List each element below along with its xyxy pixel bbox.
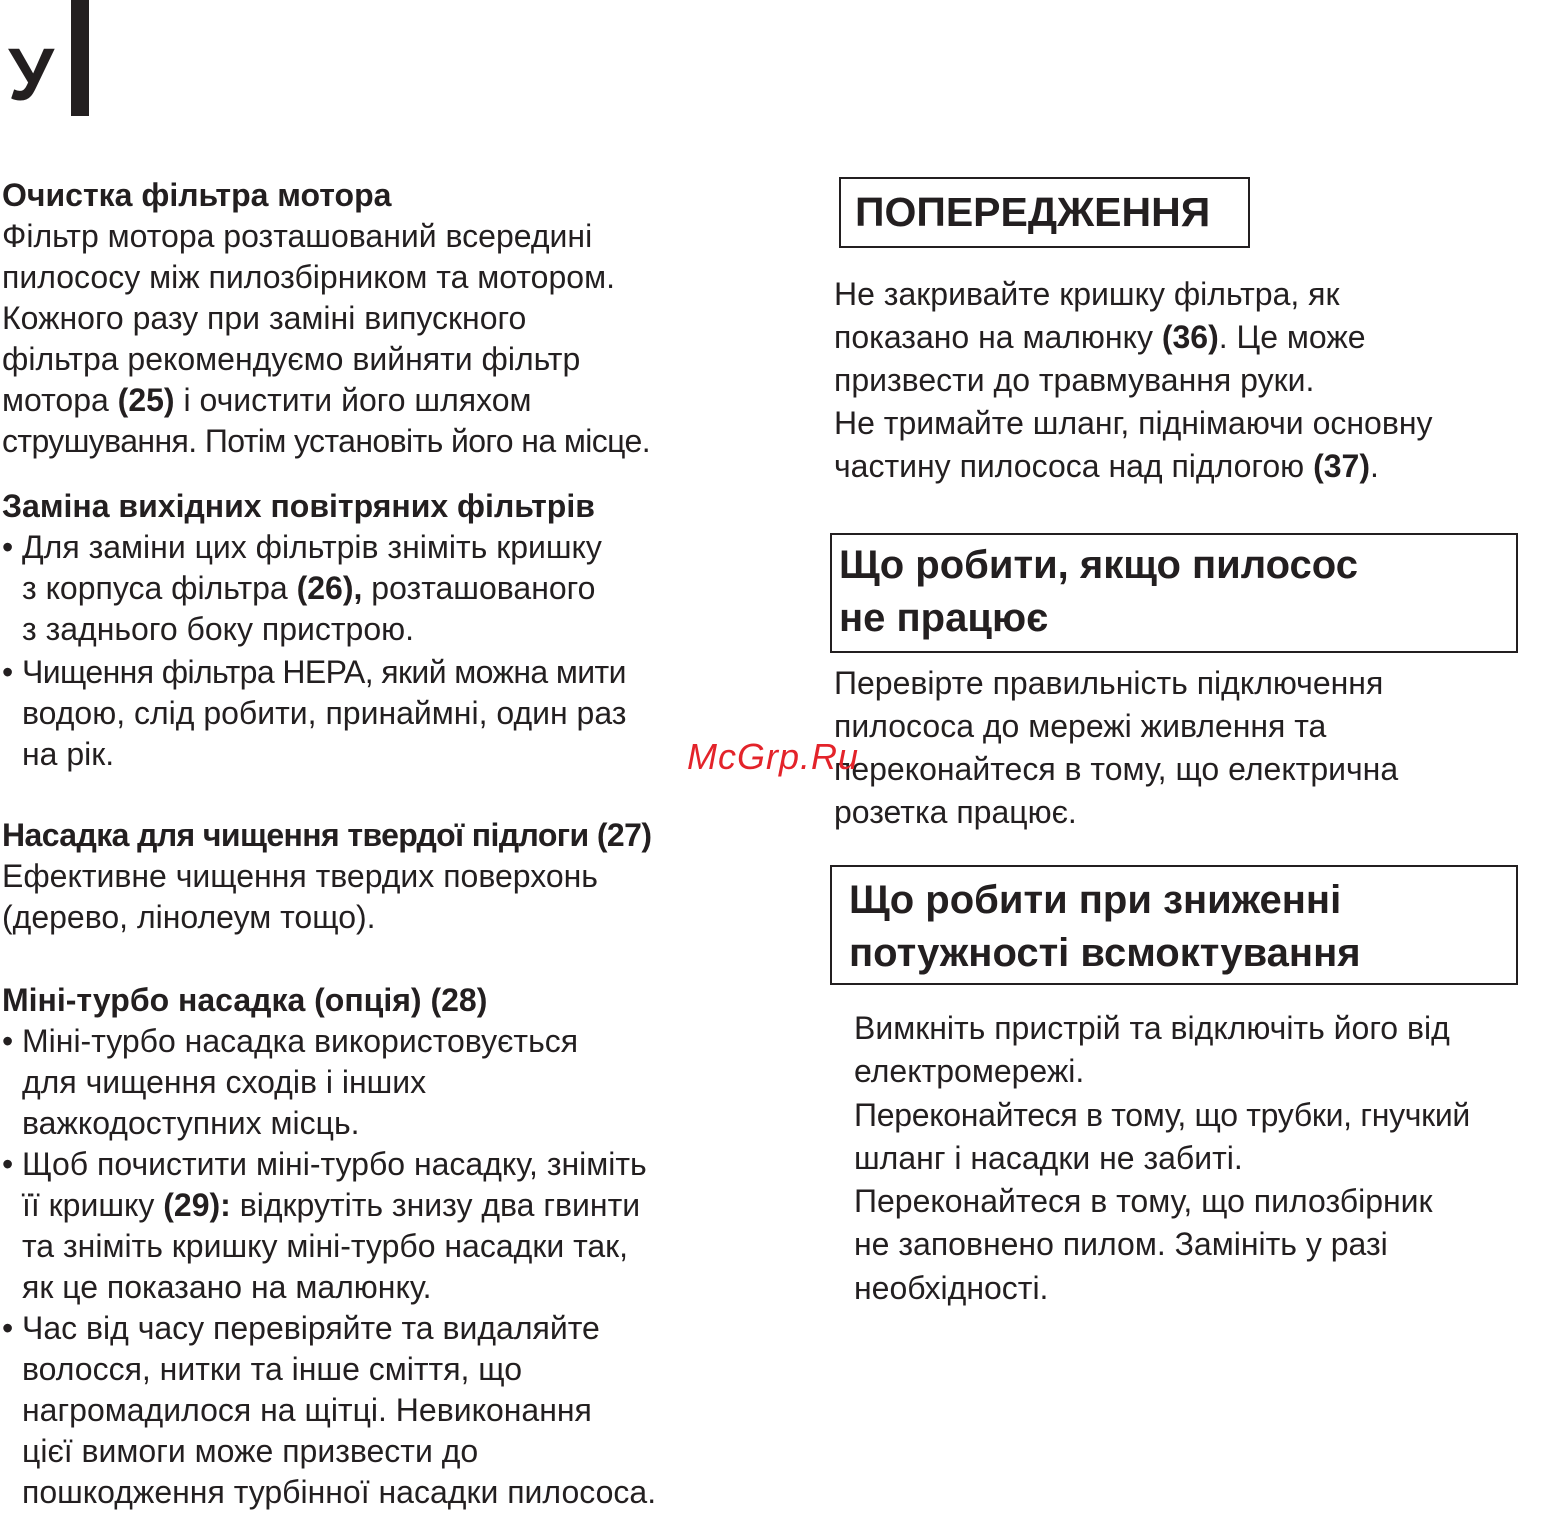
paragraph-line: Переконайтеся в тому, що трубки, гнучкий (854, 1096, 1470, 1133)
warning-title: ПОПЕРЕДЖЕННЯ (855, 189, 1211, 235)
bullet-item: • Для заміни цих фільтрів зніміть кришку з корпуса фільтра (26), розташованого з заднього боку пристрою. (2, 527, 626, 650)
paragraph-line: електромережі. (854, 1053, 1085, 1090)
paragraph-line: переконайтеся в тому, що електрична (834, 751, 1399, 787)
low-suction-text (854, 1007, 1470, 1310)
not-working-text (834, 662, 1398, 834)
motor-filter-title: Очистка фільтра мотора (2, 177, 392, 213)
figure-ref: (36) (1161, 319, 1219, 355)
paragraph-line: Не закривайте кришку фільтра, як (834, 276, 1340, 312)
figure-ref: (29): (163, 1187, 231, 1223)
paragraph-line: струшування. Потім установіть його на місце. (2, 423, 650, 459)
low-suction-title-box (830, 865, 1518, 985)
paragraph-line: Перевірте правильність підключення (834, 665, 1384, 701)
not-working-title-box (830, 533, 1518, 653)
paragraph-line: Переконайтеся в тому, що пилозбірник (854, 1183, 1433, 1220)
bullet-item: • Міні-турбо насадка використовується для чищення сходів і інших важкодоступних місць. (2, 1021, 656, 1144)
section-letter: У (8, 33, 55, 116)
paragraph-line: не заповнено пилом. Замініть у разі (854, 1226, 1388, 1263)
figure-ref: (25) (117, 382, 175, 418)
watermark: McGrp.Ru (687, 736, 860, 777)
paragraph-line: Вимкніть пристрій та відключіть його від (854, 1010, 1450, 1046)
warning-title-box (839, 177, 1250, 248)
figure-ref: (26), (296, 570, 363, 606)
section-marker-bar (71, 0, 89, 116)
paragraph-line: шланг і насадки не забиті. (854, 1139, 1243, 1176)
paragraph-line: мотора (25) і очистити його шляхом (2, 382, 532, 418)
paragraph-line: розетка працює. (834, 794, 1077, 830)
bullet-item: • Час від часу перевіряйте та видаляйте волосся, нитки та інше сміття, що нагромадилося на щітці. Невиконання цієї вимоги може призвести до пошкодження турбінної насадки пилососа. (2, 1308, 656, 1513)
bullet-item: • Щоб почистити міні-турбо насадку, зніміть її кришку (29): відкрутіть знизу два гвинти та зніміть кришку міні-турбо насадки так, як це показано на малюнку. (2, 1144, 656, 1308)
paragraph-line: Не тримайте шланг, піднімаючи основну (834, 405, 1433, 441)
not-working-title: Що робити, якщо пилосос не працює (839, 543, 1358, 640)
motor-filter-section (2, 175, 650, 462)
exhaust-filters-section (2, 486, 626, 775)
paragraph-line: Кожного разу при заміні випускного (2, 300, 527, 336)
mini-turbo-section (2, 980, 656, 1513)
mini-turbo-title: Міні-турбо насадка (опція) (28) (2, 982, 488, 1018)
paragraph-line: Ефективне чищення твердих поверхонь (2, 858, 598, 894)
paragraph-line: пилососа до мережі живлення та (834, 708, 1327, 744)
hard-floor-title: Насадка для чищення твердої підлоги (27) (2, 817, 652, 853)
paragraph-line: необхідності. (854, 1269, 1049, 1306)
paragraph-line: призвести до травмування руки. (834, 362, 1315, 398)
hard-floor-section (2, 815, 651, 938)
paragraph-line: пилососу між пилозбірником та мотором. (2, 259, 615, 295)
figure-ref: (37) (1313, 448, 1370, 484)
warning-text (834, 273, 1433, 488)
exhaust-filters-title: Заміна вихідних повітряних фільтрів (2, 488, 595, 524)
paragraph-line: фільтра рекомендуємо вийняти фільтр (2, 341, 581, 377)
paragraph-line: Фільтр мотора розташований всередині (2, 218, 593, 254)
low-suction-title: Що робити при зниженні потужності всмоктування (849, 878, 1361, 975)
paragraph-line: (дерево, лінолеум тощо). (2, 899, 376, 935)
paragraph-line: показано на малюнку (36). Це може (834, 319, 1366, 355)
paragraph-line: частину пилососа над підлогою (37). (834, 448, 1379, 484)
bullet-item: • Чищення фільтра HEPA, який можна мити водою, слід робити, принаймні, один раз на рік. (2, 652, 626, 775)
